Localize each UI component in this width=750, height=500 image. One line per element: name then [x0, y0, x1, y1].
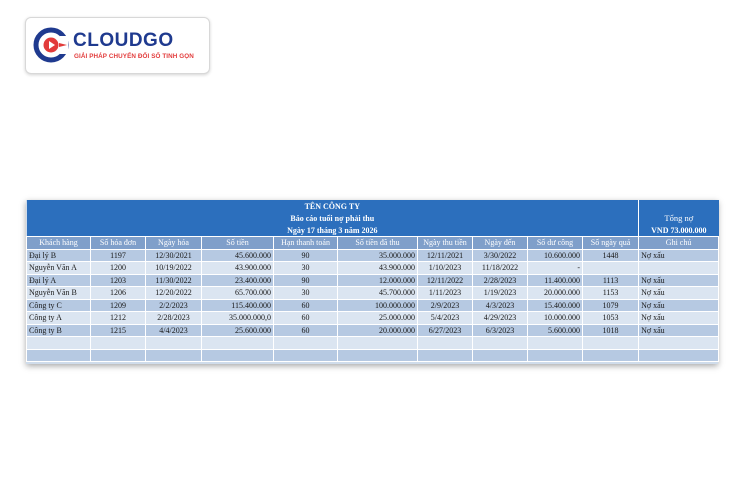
table-cell: 30: [274, 262, 338, 275]
table-cell: [338, 349, 418, 362]
table-cell: 5/4/2023: [418, 312, 473, 325]
table-cell: 20.000.000: [528, 287, 583, 300]
table-cell: 2/9/2023: [418, 299, 473, 312]
table-cell: [202, 349, 274, 362]
table-cell: [583, 262, 639, 275]
report-title: Báo cáo tuổi nợ phải thu: [27, 213, 639, 225]
table-cell: 1018: [583, 324, 639, 337]
cloudgo-logo: [25, 17, 210, 74]
table-row: [27, 262, 719, 275]
table-cell: [274, 337, 338, 350]
table-cell: [473, 349, 528, 362]
table-cell: 5.600.000: [528, 324, 583, 337]
table-cell: [528, 349, 583, 362]
table-cell: 90: [274, 249, 338, 262]
table-cell: [418, 337, 473, 350]
receivables-aging-report: [26, 200, 718, 364]
table-cell: [27, 349, 91, 362]
table-cell: 1079: [583, 299, 639, 312]
table-body: [27, 249, 719, 362]
table-cell: 3/30/2022: [473, 249, 528, 262]
table-cell: [274, 349, 338, 362]
table-cell: [338, 337, 418, 350]
table-row: [27, 312, 719, 325]
column-header: Số hóa đơn: [91, 237, 146, 250]
table-row: [27, 324, 719, 337]
table-cell: 1215: [91, 324, 146, 337]
table-cell: 65.700.000: [202, 287, 274, 300]
column-header-row: [27, 237, 719, 250]
table-row: [27, 299, 719, 312]
column-header: Số tiền: [202, 237, 274, 250]
table-cell: 12/11/2021: [418, 249, 473, 262]
cloudgo-logo-icon: [33, 27, 69, 63]
table-cell: [639, 337, 719, 350]
table-cell: Công ty A: [27, 312, 91, 325]
table-cell: Nợ xấu: [639, 287, 719, 300]
table-row: [27, 337, 719, 350]
column-header: Ngày hóa: [146, 237, 202, 250]
total-debt-value: VND 73.000.000: [639, 225, 719, 237]
table-cell: 1/10/2023: [418, 262, 473, 275]
table-cell: Nợ xấu: [639, 324, 719, 337]
table-cell: 12.000.000: [338, 274, 418, 287]
table-cell: Đại lý A: [27, 274, 91, 287]
table-cell: 60: [274, 299, 338, 312]
table-cell: 10.600.000: [528, 249, 583, 262]
table-cell: 4/29/2023: [473, 312, 528, 325]
column-header: Số ngày quá: [583, 237, 639, 250]
column-header: Số dư công: [528, 237, 583, 250]
table-cell: 35.000.000: [338, 249, 418, 262]
table-row: [27, 249, 719, 262]
table-cell: 1/19/2023: [473, 287, 528, 300]
table-cell: 1206: [91, 287, 146, 300]
table-cell: [202, 337, 274, 350]
table-cell: Nợ xấu: [639, 249, 719, 262]
table-cell: 12/30/2021: [146, 249, 202, 262]
table-cell: 1203: [91, 274, 146, 287]
table-cell: Nợ xấu: [639, 299, 719, 312]
table-cell: [528, 337, 583, 350]
table-cell: [91, 349, 146, 362]
table-cell: 11.400.000: [528, 274, 583, 287]
table-cell: Nguyễn Văn B: [27, 287, 91, 300]
table-cell: Nguyễn Văn A: [27, 262, 91, 275]
column-header: Khách hàng: [27, 237, 91, 250]
table-cell: 10.000.000: [528, 312, 583, 325]
table-cell: 2/2/2023: [146, 299, 202, 312]
table-cell: 1212: [91, 312, 146, 325]
table-cell: 60: [274, 324, 338, 337]
table-cell: 11/18/2022: [473, 262, 528, 275]
table-cell: 2/28/2023: [146, 312, 202, 325]
table-cell: 60: [274, 312, 338, 325]
table-cell: 90: [274, 274, 338, 287]
table-row: [27, 274, 719, 287]
table-cell: 35.000.000,0: [202, 312, 274, 325]
table-cell: [91, 337, 146, 350]
column-header: Hạn thanh toán: [274, 237, 338, 250]
column-header: Ngày thu tiền: [418, 237, 473, 250]
table-row: [27, 287, 719, 300]
table-cell: 1200: [91, 262, 146, 275]
report-date: Ngày 17 tháng 3 năm 2026: [27, 225, 639, 237]
table-cell: 1209: [91, 299, 146, 312]
table-cell: 45.700.000: [338, 287, 418, 300]
table-cell: 11/30/2022: [146, 274, 202, 287]
column-header: Ghi chú: [639, 237, 719, 250]
table-cell: 1113: [583, 274, 639, 287]
table-cell: [146, 349, 202, 362]
table-cell: 20.000.000: [338, 324, 418, 337]
table-cell: Nợ xấu: [639, 312, 719, 325]
table-cell: 100.000.000: [338, 299, 418, 312]
table-cell: 6/3/2023: [473, 324, 528, 337]
table-cell: 45.600.000: [202, 249, 274, 262]
table-cell: 12/20/2022: [146, 287, 202, 300]
table-cell: -: [528, 262, 583, 275]
table-cell: Đại lý B: [27, 249, 91, 262]
logo-tagline: GIẢI PHÁP CHUYỂN ĐỔI SỐ TINH GỌN: [74, 53, 194, 60]
table-cell: 6/27/2023: [418, 324, 473, 337]
column-header: Ngày đến: [473, 237, 528, 250]
table-cell: 23.400.000: [202, 274, 274, 287]
table-cell: [639, 349, 719, 362]
table-cell: 4/4/2023: [146, 324, 202, 337]
table-cell: 43.900.000: [202, 262, 274, 275]
logo-brand-name: CLOUDGO: [73, 30, 174, 51]
table-row: [27, 349, 719, 362]
table-cell: 43.900.000: [338, 262, 418, 275]
table-cell: 1/11/2023: [418, 287, 473, 300]
table-cell: [583, 349, 639, 362]
report-table: [26, 200, 719, 362]
table-cell: 115.400.000: [202, 299, 274, 312]
table-cell: 15.400.000: [528, 299, 583, 312]
company-name: TÊN CÔNG TY: [27, 200, 639, 213]
column-header: Số tiền đã thu: [338, 237, 418, 250]
table-cell: [418, 349, 473, 362]
total-debt-label: Tổng nợ: [639, 213, 719, 225]
table-cell: [146, 337, 202, 350]
table-cell: Nợ xấu: [639, 274, 719, 287]
table-cell: 1197: [91, 249, 146, 262]
table-cell: [473, 337, 528, 350]
table-cell: 12/11/2022: [418, 274, 473, 287]
table-cell: 1053: [583, 312, 639, 325]
table-cell: 25.600.000: [202, 324, 274, 337]
table-cell: 25.000.000: [338, 312, 418, 325]
table-cell: 1448: [583, 249, 639, 262]
table-cell: [583, 337, 639, 350]
table-cell: 10/19/2022: [146, 262, 202, 275]
table-cell: 4/3/2023: [473, 299, 528, 312]
table-cell: Công ty B: [27, 324, 91, 337]
table-cell: 30: [274, 287, 338, 300]
table-cell: [27, 337, 91, 350]
table-cell: 2/28/2023: [473, 274, 528, 287]
table-cell: 1153: [583, 287, 639, 300]
table-cell: Công ty C: [27, 299, 91, 312]
table-cell: [639, 262, 719, 275]
